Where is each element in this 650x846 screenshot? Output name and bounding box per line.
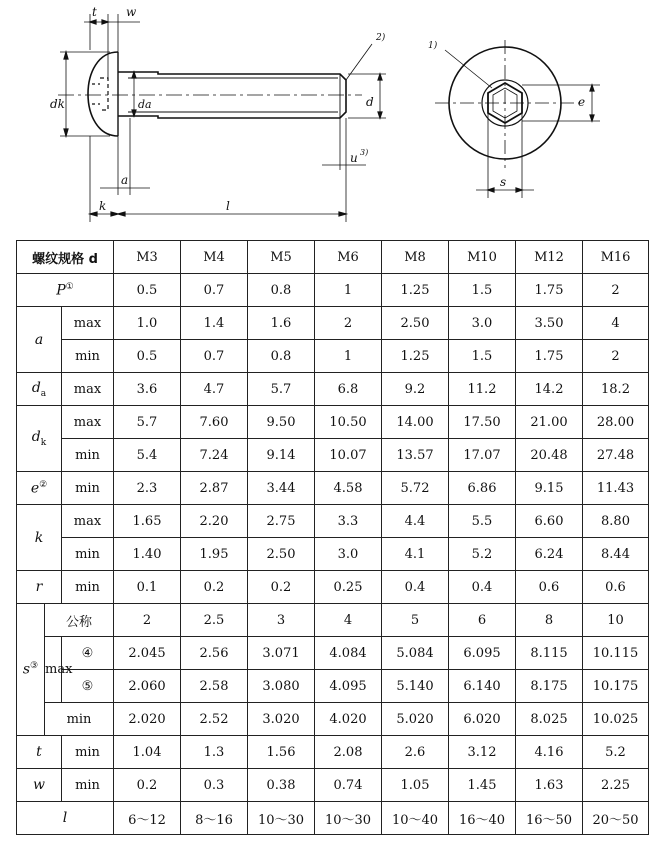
header-row	[17, 241, 649, 274]
symbol-l: l	[17, 802, 114, 835]
dk-min-value-m10: 17.07	[449, 439, 516, 472]
label-w: w	[126, 5, 137, 19]
qualifier-s-max: max	[45, 637, 62, 703]
a-max-value-m10: 3.0	[449, 307, 516, 340]
row-s-max5	[17, 670, 649, 703]
p-value-m5: 0.8	[248, 274, 315, 307]
a-max-value-m6: 2	[315, 307, 382, 340]
t-min-value-m12: 4.16	[516, 736, 583, 769]
size-header-m8: M8	[382, 241, 449, 274]
da-max-value-m6: 6.8	[315, 373, 382, 406]
a-min-value-m8: 1.25	[382, 340, 449, 373]
w-min-value-m10: 1.45	[449, 769, 516, 802]
qualifier-k-min: min	[62, 538, 114, 571]
r-min-value-m5: 0.2	[248, 571, 315, 604]
t-min-value-m5: 1.56	[248, 736, 315, 769]
s-min-value-m8: 5.020	[382, 703, 449, 736]
k-min-value-m4: 1.95	[181, 538, 248, 571]
k-max-value-m5: 2.75	[248, 505, 315, 538]
e-min-value-m6: 4.58	[315, 472, 382, 505]
p-value-m3: 0.5	[114, 274, 181, 307]
header-label: 螺纹规格 d	[17, 241, 114, 274]
size-header-m10: M10	[449, 241, 516, 274]
row-dk-max	[17, 406, 649, 439]
screw-drawing	[0, 0, 650, 240]
k-max-value-m6: 3.3	[315, 505, 382, 538]
qualifier-dk-max: max	[62, 406, 114, 439]
label-e: e	[578, 95, 586, 109]
da-max-value-m10: 11.2	[449, 373, 516, 406]
l-value-m4: 8～16	[181, 802, 248, 835]
dk-min-value-m4: 7.24	[181, 439, 248, 472]
w-min-value-m8: 1.05	[382, 769, 449, 802]
label-note1: 1)	[428, 41, 438, 51]
row-da-max	[17, 373, 649, 406]
s-max4-value-m5: 3.071	[248, 637, 315, 670]
r-min-value-m8: 0.4	[382, 571, 449, 604]
k-max-value-m3: 1.65	[114, 505, 181, 538]
l-value-m5: 10～30	[248, 802, 315, 835]
dk-max-value-m10: 17.50	[449, 406, 516, 439]
dk-max-value-m12: 21.00	[516, 406, 583, 439]
dk-min-value-m3: 5.4	[114, 439, 181, 472]
r-min-value-m6: 0.25	[315, 571, 382, 604]
a-min-value-m10: 1.5	[449, 340, 516, 373]
s-nominal-value-m8: 5	[382, 604, 449, 637]
symbol-da: $d_a$	[17, 373, 62, 406]
label-dk: dk	[50, 97, 65, 111]
da-max-value-m3: 3.6	[114, 373, 181, 406]
s-nominal-value-m3: 2	[114, 604, 181, 637]
leader-note1	[445, 50, 492, 88]
s-min-value-m12: 8.025	[516, 703, 583, 736]
row-t-min	[17, 736, 649, 769]
e-min-value-m3: 2.3	[114, 472, 181, 505]
s-max4-value-m12: 8.115	[516, 637, 583, 670]
dk-max-value-m4: 7.60	[181, 406, 248, 439]
a-min-value-m16: 2	[583, 340, 649, 373]
s-max4-value-m16: 10.115	[583, 637, 649, 670]
qualifier-da-max: max	[62, 373, 114, 406]
k-min-value-m6: 3.0	[315, 538, 382, 571]
screw-head-outline	[88, 52, 118, 136]
dk-min-value-m16: 27.48	[583, 439, 649, 472]
row-dk-min	[17, 439, 649, 472]
da-max-value-m8: 9.2	[382, 373, 449, 406]
dk-max-value-m3: 5.7	[114, 406, 181, 439]
row-a-max	[17, 307, 649, 340]
r-min-value-m12: 0.6	[516, 571, 583, 604]
dk-max-value-m8: 14.00	[382, 406, 449, 439]
s-max4-value-m3: 2.045	[114, 637, 181, 670]
row-e-min	[17, 472, 649, 505]
dk-min-value-m12: 20.48	[516, 439, 583, 472]
t-min-value-m4: 1.3	[181, 736, 248, 769]
k-min-value-m10: 5.2	[449, 538, 516, 571]
qualifier-k-max: max	[62, 505, 114, 538]
k-min-value-m3: 1.40	[114, 538, 181, 571]
row-s-max4	[17, 637, 649, 670]
symbol-e: e②	[17, 472, 62, 505]
a-max-value-m3: 1.0	[114, 307, 181, 340]
row-P	[17, 274, 649, 307]
row-s-nom	[17, 604, 649, 637]
da-max-value-m4: 4.7	[181, 373, 248, 406]
dk-min-value-m5: 9.14	[248, 439, 315, 472]
socket-hidden-lines-2	[92, 84, 100, 104]
s-min-value-m16: 10.025	[583, 703, 649, 736]
screw-drawing-svg	[0, 0, 650, 240]
row-s-min	[17, 703, 649, 736]
label-k: k	[99, 199, 107, 213]
s-nominal-value-m16: 10	[583, 604, 649, 637]
w-min-value-m16: 2.25	[583, 769, 649, 802]
qualifier-a-min: min	[62, 340, 114, 373]
s-max4-value-m4: 2.56	[181, 637, 248, 670]
a-max-value-m16: 4	[583, 307, 649, 340]
k-max-value-m8: 4.4	[382, 505, 449, 538]
a-min-value-m12: 1.75	[516, 340, 583, 373]
e-min-value-m5: 3.44	[248, 472, 315, 505]
k-min-value-m16: 8.44	[583, 538, 649, 571]
a-min-value-m4: 0.7	[181, 340, 248, 373]
l-value-m3: 6～12	[114, 802, 181, 835]
row-w-min	[17, 769, 649, 802]
w-min-value-m3: 0.2	[114, 769, 181, 802]
s-min-value-m5: 3.020	[248, 703, 315, 736]
l-value-m6: 10～30	[315, 802, 382, 835]
s-max5-value-m16: 10.175	[583, 670, 649, 703]
spec-table	[16, 240, 649, 835]
label-u: u	[350, 151, 358, 165]
t-min-value-m6: 2.08	[315, 736, 382, 769]
k-min-value-m8: 4.1	[382, 538, 449, 571]
qualifier-t-min: min	[62, 736, 114, 769]
da-max-value-m5: 5.7	[248, 373, 315, 406]
e-min-value-m10: 6.86	[449, 472, 516, 505]
r-min-value-m4: 0.2	[181, 571, 248, 604]
dk-min-value-m6: 10.07	[315, 439, 382, 472]
s-max4-value-m6: 4.084	[315, 637, 382, 670]
qualifier-dk-min: min	[62, 439, 114, 472]
k-min-value-m12: 6.24	[516, 538, 583, 571]
k-max-value-m12: 6.60	[516, 505, 583, 538]
k-max-value-m16: 8.80	[583, 505, 649, 538]
dk-max-value-m16: 28.00	[583, 406, 649, 439]
qualifier-e-min: min	[62, 472, 114, 505]
symbol-s: s③	[17, 604, 45, 736]
t-min-value-m16: 5.2	[583, 736, 649, 769]
a-max-value-m12: 3.50	[516, 307, 583, 340]
qualifier-w-min: min	[62, 769, 114, 802]
label-note2: 2)	[376, 33, 386, 43]
e-min-value-m4: 2.87	[181, 472, 248, 505]
label-s: s	[500, 175, 507, 189]
w-min-value-m4: 0.3	[181, 769, 248, 802]
s-nominal-value-m10: 6	[449, 604, 516, 637]
note-s-max-5: ⑤	[62, 670, 114, 703]
size-header-m4: M4	[181, 241, 248, 274]
s-max5-value-m12: 8.175	[516, 670, 583, 703]
s-min-value-m6: 4.020	[315, 703, 382, 736]
label-u-sup: 3)	[360, 148, 369, 157]
s-max5-value-m4: 2.58	[181, 670, 248, 703]
k-max-value-m4: 2.20	[181, 505, 248, 538]
size-header-m5: M5	[248, 241, 315, 274]
dk-max-value-m6: 10.50	[315, 406, 382, 439]
symbol-w: w	[17, 769, 62, 802]
qualifier-r-min: min	[62, 571, 114, 604]
a-max-value-m4: 1.4	[181, 307, 248, 340]
spec-table-body	[17, 241, 649, 835]
p-value-m16: 2	[583, 274, 649, 307]
l-value-m16: 20～50	[583, 802, 649, 835]
leader-note2	[346, 44, 372, 80]
symbol-k: k	[17, 505, 62, 571]
dk-max-value-m5: 9.50	[248, 406, 315, 439]
r-min-value-m10: 0.4	[449, 571, 516, 604]
l-value-m8: 10～40	[382, 802, 449, 835]
label-a: a	[121, 173, 129, 187]
s-max5-value-m10: 6.140	[449, 670, 516, 703]
qualifier-a-max: max	[62, 307, 114, 340]
t-min-value-m3: 1.04	[114, 736, 181, 769]
row-l	[17, 802, 649, 835]
p-value-m10: 1.5	[449, 274, 516, 307]
row-r-min	[17, 571, 649, 604]
size-header-m3: M3	[114, 241, 181, 274]
label-l: l	[226, 199, 230, 213]
row-k-min	[17, 538, 649, 571]
da-max-value-m16: 18.2	[583, 373, 649, 406]
symbol-p: P①	[17, 274, 114, 307]
row-k-max	[17, 505, 649, 538]
e-min-value-m8: 5.72	[382, 472, 449, 505]
symbol-a: a	[17, 307, 62, 373]
s-max5-value-m5: 3.080	[248, 670, 315, 703]
w-min-value-m6: 0.74	[315, 769, 382, 802]
s-max5-value-m3: 2.060	[114, 670, 181, 703]
s-min-value-m10: 6.020	[449, 703, 516, 736]
qualifier-s-nominal: 公称	[45, 604, 114, 637]
label-t: t	[92, 5, 97, 19]
size-header-m16: M16	[583, 241, 649, 274]
s-max4-value-m8: 5.084	[382, 637, 449, 670]
socket-hidden-lines	[100, 78, 108, 110]
size-header-m12: M12	[516, 241, 583, 274]
a-max-value-m8: 2.50	[382, 307, 449, 340]
qualifier-s-min: min	[45, 703, 114, 736]
row-a-min	[17, 340, 649, 373]
a-min-value-m6: 1	[315, 340, 382, 373]
e-min-value-m12: 9.15	[516, 472, 583, 505]
p-value-m8: 1.25	[382, 274, 449, 307]
s-nominal-value-m6: 4	[315, 604, 382, 637]
da-max-value-m12: 14.2	[516, 373, 583, 406]
a-min-value-m3: 0.5	[114, 340, 181, 373]
s-min-value-m3: 2.020	[114, 703, 181, 736]
s-min-value-m4: 2.52	[181, 703, 248, 736]
s-nominal-value-m4: 2.5	[181, 604, 248, 637]
symbol-t: t	[17, 736, 62, 769]
s-nominal-value-m12: 8	[516, 604, 583, 637]
p-value-m12: 1.75	[516, 274, 583, 307]
symbol-r: r	[17, 571, 62, 604]
note-s-max-4: ④	[62, 637, 114, 670]
k-min-value-m5: 2.50	[248, 538, 315, 571]
label-d: d	[366, 95, 374, 109]
r-min-value-m3: 0.1	[114, 571, 181, 604]
s-nominal-value-m5: 3	[248, 604, 315, 637]
s-max5-value-m8: 5.140	[382, 670, 449, 703]
w-min-value-m5: 0.38	[248, 769, 315, 802]
a-min-value-m5: 0.8	[248, 340, 315, 373]
s-max4-value-m10: 6.095	[449, 637, 516, 670]
k-max-value-m10: 5.5	[449, 505, 516, 538]
s-max5-value-m6: 4.095	[315, 670, 382, 703]
symbol-dk: $d_k$	[17, 406, 62, 472]
l-value-m12: 16～50	[516, 802, 583, 835]
t-min-value-m8: 2.6	[382, 736, 449, 769]
a-max-value-m5: 1.6	[248, 307, 315, 340]
e-min-value-m16: 11.43	[583, 472, 649, 505]
p-value-m6: 1	[315, 274, 382, 307]
t-min-value-m10: 3.12	[449, 736, 516, 769]
r-min-value-m16: 0.6	[583, 571, 649, 604]
p-value-m4: 0.7	[181, 274, 248, 307]
size-header-m6: M6	[315, 241, 382, 274]
dk-min-value-m8: 13.57	[382, 439, 449, 472]
label-da: da	[138, 98, 152, 111]
w-min-value-m12: 1.63	[516, 769, 583, 802]
l-value-m10: 16～40	[449, 802, 516, 835]
